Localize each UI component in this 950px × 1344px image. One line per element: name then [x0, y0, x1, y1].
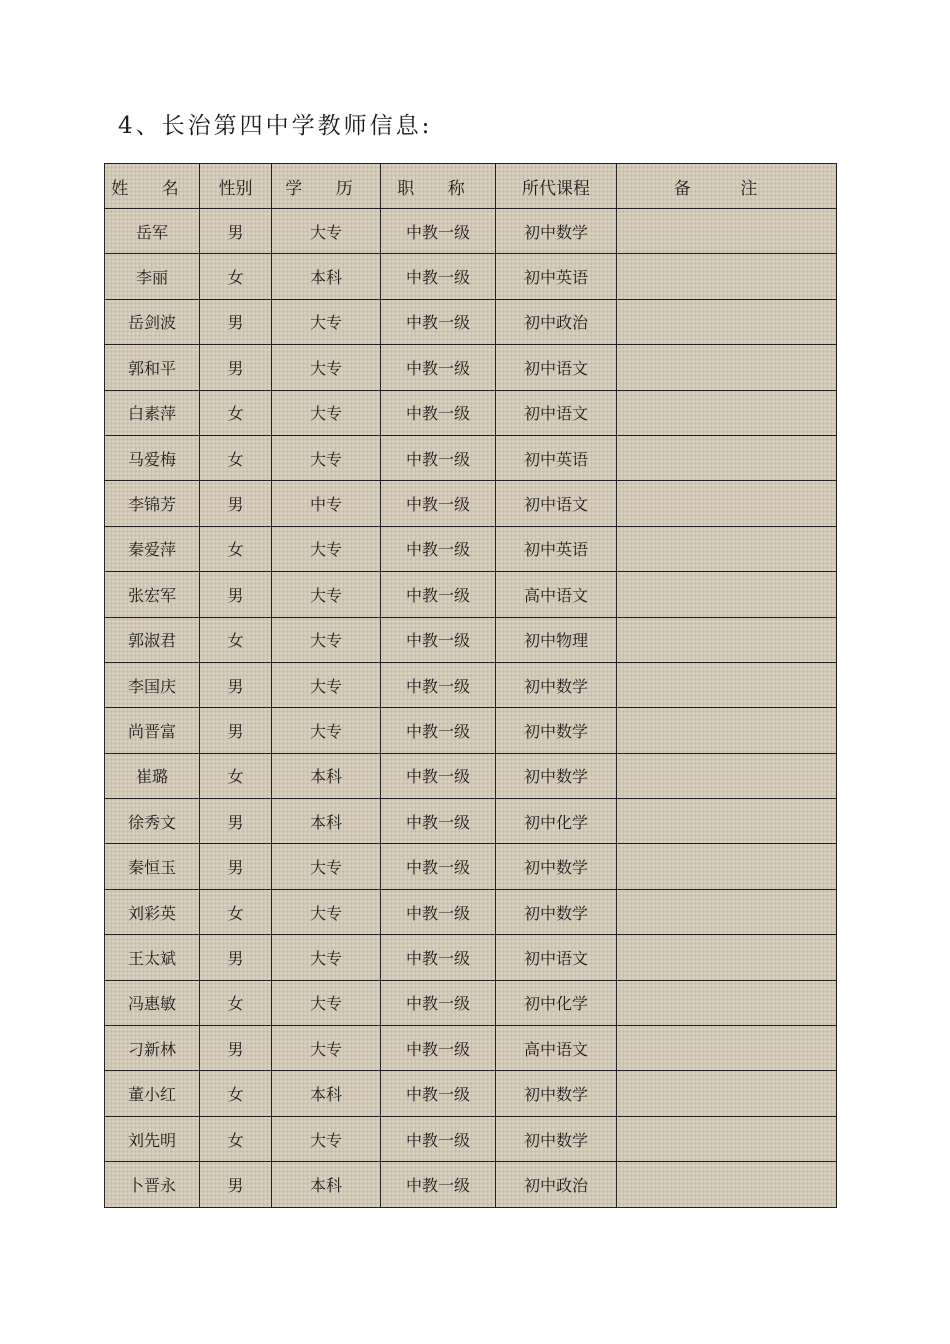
cell-rank: 中教一级 — [381, 662, 496, 707]
cell-gender: 女 — [200, 753, 272, 798]
cell-remarks — [617, 299, 837, 344]
cell-course: 初中数学 — [496, 889, 617, 934]
cell-course: 初中数学 — [496, 844, 617, 889]
table-row — [105, 889, 837, 934]
cell-gender: 女 — [200, 617, 272, 662]
cell-education: 本科 — [272, 799, 381, 844]
header-name: 姓 名 — [105, 164, 200, 209]
cell-gender: 女 — [200, 1071, 272, 1116]
table-row — [105, 708, 837, 753]
cell-rank: 中教一级 — [381, 209, 496, 254]
cell-remarks — [617, 1162, 837, 1207]
cell-name: 卜晋永 — [105, 1162, 200, 1207]
cell-name: 崔璐 — [105, 753, 200, 798]
table-row — [105, 435, 837, 480]
cell-education: 大专 — [272, 209, 381, 254]
cell-name: 尚晋富 — [105, 708, 200, 753]
cell-gender: 女 — [200, 980, 272, 1025]
cell-course: 初中数学 — [496, 753, 617, 798]
cell-remarks — [617, 799, 837, 844]
cell-course: 初中政治 — [496, 1162, 617, 1207]
table-row — [105, 345, 837, 390]
cell-education: 本科 — [272, 753, 381, 798]
cell-name: 王太斌 — [105, 935, 200, 980]
header-course: 所代课程 — [496, 164, 617, 209]
cell-gender: 女 — [200, 526, 272, 571]
cell-rank: 中教一级 — [381, 844, 496, 889]
cell-gender: 男 — [200, 345, 272, 390]
cell-remarks — [617, 1116, 837, 1161]
cell-rank: 中教一级 — [381, 617, 496, 662]
teacher-table — [104, 163, 837, 1208]
cell-remarks — [617, 935, 837, 980]
cell-course: 初中政治 — [496, 299, 617, 344]
cell-course: 初中数学 — [496, 662, 617, 707]
table-row — [105, 617, 837, 662]
cell-rank: 中教一级 — [381, 1116, 496, 1161]
cell-education: 大专 — [272, 299, 381, 344]
cell-course: 初中语文 — [496, 935, 617, 980]
table-row — [105, 299, 837, 344]
cell-gender: 女 — [200, 1116, 272, 1161]
cell-gender: 男 — [200, 799, 272, 844]
cell-course: 高中语文 — [496, 1026, 617, 1071]
cell-name: 刘彩英 — [105, 889, 200, 934]
cell-name: 李国庆 — [105, 662, 200, 707]
cell-name: 李锦芳 — [105, 481, 200, 526]
cell-remarks — [617, 708, 837, 753]
cell-education: 大专 — [272, 572, 381, 617]
cell-remarks — [617, 844, 837, 889]
table-header-row — [105, 164, 837, 209]
header-gender: 性别 — [200, 164, 272, 209]
cell-remarks — [617, 345, 837, 390]
table-row — [105, 1116, 837, 1161]
cell-rank: 中教一级 — [381, 254, 496, 299]
cell-rank: 中教一级 — [381, 935, 496, 980]
cell-gender: 男 — [200, 1026, 272, 1071]
cell-education: 大专 — [272, 617, 381, 662]
cell-education: 大专 — [272, 435, 381, 480]
cell-education: 大专 — [272, 935, 381, 980]
cell-remarks — [617, 390, 837, 435]
cell-education: 中专 — [272, 481, 381, 526]
cell-name: 刘先明 — [105, 1116, 200, 1161]
cell-name: 秦爱萍 — [105, 526, 200, 571]
table-row — [105, 980, 837, 1025]
cell-education: 大专 — [272, 708, 381, 753]
cell-name: 岳军 — [105, 209, 200, 254]
cell-gender: 女 — [200, 390, 272, 435]
table-row — [105, 1162, 837, 1207]
cell-name: 马爱梅 — [105, 435, 200, 480]
cell-gender: 男 — [200, 209, 272, 254]
table-row — [105, 1071, 837, 1116]
table-row — [105, 662, 837, 707]
table-row — [105, 254, 837, 299]
cell-course: 初中语文 — [496, 390, 617, 435]
cell-name: 白素萍 — [105, 390, 200, 435]
cell-education: 大专 — [272, 844, 381, 889]
cell-gender: 男 — [200, 662, 272, 707]
cell-gender: 男 — [200, 1162, 272, 1207]
cell-name: 徐秀文 — [105, 799, 200, 844]
cell-remarks — [617, 889, 837, 934]
table-row — [105, 844, 837, 889]
cell-gender: 女 — [200, 889, 272, 934]
cell-gender: 男 — [200, 708, 272, 753]
table-row — [105, 1026, 837, 1071]
cell-rank: 中教一级 — [381, 435, 496, 480]
cell-rank: 中教一级 — [381, 526, 496, 571]
cell-rank: 中教一级 — [381, 1071, 496, 1116]
cell-rank: 中教一级 — [381, 708, 496, 753]
cell-remarks — [617, 617, 837, 662]
cell-remarks — [617, 526, 837, 571]
table-row — [105, 526, 837, 571]
cell-education: 大专 — [272, 662, 381, 707]
table-body — [105, 209, 837, 1208]
cell-course: 初中化学 — [496, 980, 617, 1025]
cell-education: 大专 — [272, 1116, 381, 1161]
cell-name: 张宏军 — [105, 572, 200, 617]
cell-gender: 男 — [200, 572, 272, 617]
cell-course: 初中数学 — [496, 1116, 617, 1161]
header-rank: 职 称 — [381, 164, 496, 209]
table-row — [105, 935, 837, 980]
cell-education: 大专 — [272, 526, 381, 571]
cell-remarks — [617, 254, 837, 299]
cell-name: 董小红 — [105, 1071, 200, 1116]
cell-rank: 中教一级 — [381, 481, 496, 526]
cell-course: 初中数学 — [496, 708, 617, 753]
cell-course: 初中化学 — [496, 799, 617, 844]
cell-education: 大专 — [272, 889, 381, 934]
header-remarks: 备 注 — [617, 164, 837, 209]
cell-course: 初中数学 — [496, 1071, 617, 1116]
cell-education: 大专 — [272, 345, 381, 390]
table-row — [105, 481, 837, 526]
cell-course: 初中英语 — [496, 254, 617, 299]
cell-rank: 中教一级 — [381, 390, 496, 435]
cell-remarks — [617, 209, 837, 254]
table-row — [105, 753, 837, 798]
cell-education: 本科 — [272, 254, 381, 299]
cell-course: 初中英语 — [496, 526, 617, 571]
cell-name: 冯惠敏 — [105, 980, 200, 1025]
table-row — [105, 799, 837, 844]
cell-rank: 中教一级 — [381, 1026, 496, 1071]
table-row — [105, 572, 837, 617]
cell-remarks — [617, 1071, 837, 1116]
cell-course: 初中物理 — [496, 617, 617, 662]
cell-name: 岳剑波 — [105, 299, 200, 344]
table-row — [105, 209, 837, 254]
table-row — [105, 390, 837, 435]
cell-name: 秦恒玉 — [105, 844, 200, 889]
cell-rank: 中教一级 — [381, 299, 496, 344]
cell-remarks — [617, 1026, 837, 1071]
cell-course: 初中英语 — [496, 435, 617, 480]
header-education: 学 历 — [272, 164, 381, 209]
cell-education: 本科 — [272, 1071, 381, 1116]
cell-gender: 女 — [200, 254, 272, 299]
cell-gender: 男 — [200, 935, 272, 980]
cell-gender: 男 — [200, 299, 272, 344]
cell-gender: 男 — [200, 481, 272, 526]
cell-rank: 中教一级 — [381, 572, 496, 617]
cell-remarks — [617, 481, 837, 526]
cell-course: 高中语文 — [496, 572, 617, 617]
cell-rank: 中教一级 — [381, 980, 496, 1025]
cell-education: 大专 — [272, 390, 381, 435]
cell-course: 初中数学 — [496, 209, 617, 254]
cell-gender: 女 — [200, 435, 272, 480]
cell-rank: 中教一级 — [381, 753, 496, 798]
cell-remarks — [617, 435, 837, 480]
cell-name: 刁新林 — [105, 1026, 200, 1071]
cell-name: 郭淑君 — [105, 617, 200, 662]
cell-course: 初中语文 — [496, 345, 617, 390]
cell-education: 大专 — [272, 1026, 381, 1071]
cell-remarks — [617, 662, 837, 707]
cell-course: 初中语文 — [496, 481, 617, 526]
cell-rank: 中教一级 — [381, 799, 496, 844]
cell-rank: 中教一级 — [381, 345, 496, 390]
cell-gender: 男 — [200, 844, 272, 889]
cell-remarks — [617, 572, 837, 617]
cell-education: 大专 — [272, 980, 381, 1025]
cell-remarks — [617, 753, 837, 798]
page-title: 4、长治第四中学教师信息: — [118, 113, 433, 139]
cell-name: 郭和平 — [105, 345, 200, 390]
cell-rank: 中教一级 — [381, 889, 496, 934]
cell-education: 本科 — [272, 1162, 381, 1207]
cell-name: 李丽 — [105, 254, 200, 299]
cell-rank: 中教一级 — [381, 1162, 496, 1207]
cell-remarks — [617, 980, 837, 1025]
